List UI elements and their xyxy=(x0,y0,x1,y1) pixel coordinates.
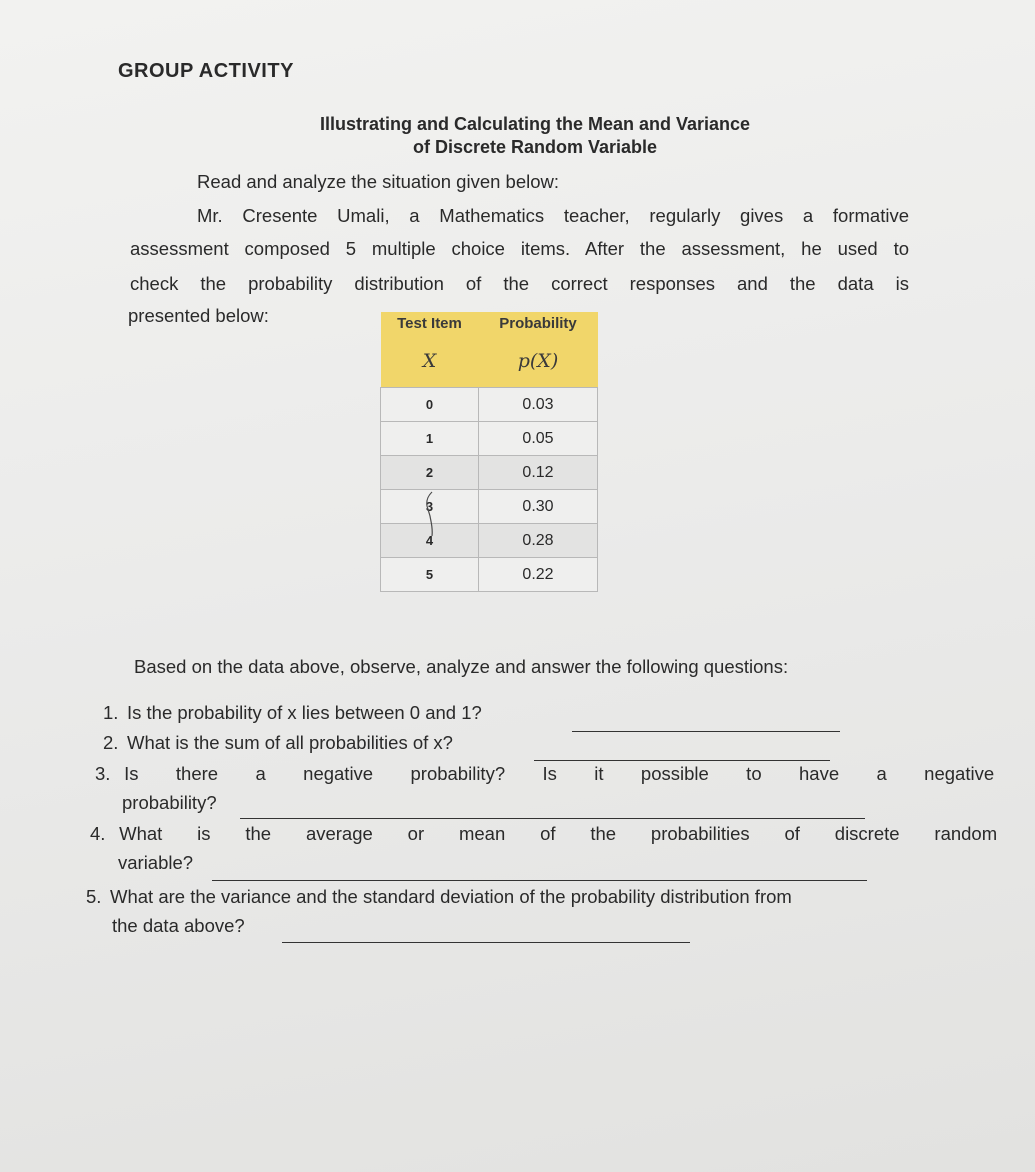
question-5 xyxy=(86,886,792,908)
probability-value: 0.05 xyxy=(479,422,598,456)
table-row xyxy=(381,388,598,422)
table-row xyxy=(381,422,598,456)
header-px-symbol: p(X) xyxy=(479,335,598,388)
probability-distribution-table xyxy=(380,312,598,592)
x-value: 4 xyxy=(381,524,479,558)
situation-line-1: Mr. Cresente Umali, a Mathematics teacher, regularly gives a formative xyxy=(197,205,909,226)
situation-line-4: presented below: xyxy=(128,305,269,326)
question-3-continuation: probability? xyxy=(122,792,217,813)
question-text: Is the probability of x lies between 0 and 1? xyxy=(127,702,482,723)
question-text: What are the variance and the standard deviation of the probability distribution from xyxy=(110,886,792,907)
situation-line-2: assessment composed 5 multiple choice items. After the assessment, he used to xyxy=(130,238,909,259)
header-x-symbol: X xyxy=(381,335,479,388)
page-title: GROUP ACTIVITY xyxy=(118,60,294,82)
question-number: 4. xyxy=(90,823,106,844)
question-text: Is there a negative probability? Is it possible to have a negative xyxy=(124,763,995,784)
answer-blank-5[interactable] xyxy=(282,942,690,943)
subtitle-line-1: Illustrating and Calculating the Mean and Variance xyxy=(319,114,751,134)
question-4 xyxy=(90,823,1000,845)
question-4-continuation: variable? xyxy=(118,852,194,873)
question-2 xyxy=(103,732,453,754)
pen-mark-icon xyxy=(418,488,442,544)
question-text: What is the sum of all probabilities of x? xyxy=(127,732,453,753)
question-3 xyxy=(95,763,997,785)
x-value: 1 xyxy=(381,422,479,456)
situation-line-3: check the probability distribution of the correct responses and the data is xyxy=(130,273,909,294)
x-value: 0 xyxy=(381,388,479,422)
subtitle-line-2: of Discrete Random Variable xyxy=(412,137,658,157)
questions-lead: Based on the data above, observe, analyze and answer the following questions: xyxy=(134,656,789,677)
probability-value: 0.28 xyxy=(479,524,598,558)
question-text: What is the average or mean of the probabilities of discrete random xyxy=(119,823,998,844)
probability-value: 0.12 xyxy=(479,456,598,490)
header-probability: Probability xyxy=(479,312,598,335)
x-value: 3 xyxy=(381,490,479,524)
question-number: 2. xyxy=(103,732,119,753)
question-number: 1. xyxy=(103,702,119,723)
x-value: 2 xyxy=(381,456,479,490)
question-5-continuation: the data above? xyxy=(112,915,245,936)
table-row xyxy=(381,558,598,592)
answer-blank-3[interactable] xyxy=(240,818,865,819)
instruction-text: Read and analyze the situation given below: xyxy=(197,171,560,192)
table-row xyxy=(381,456,598,490)
question-number: 3. xyxy=(95,763,111,784)
table-row xyxy=(381,490,598,524)
answer-blank-2[interactable] xyxy=(534,760,830,761)
answer-blank-1[interactable] xyxy=(572,731,840,732)
answer-blank-4[interactable] xyxy=(212,880,867,881)
probability-value: 0.22 xyxy=(479,558,598,592)
question-number: 5. xyxy=(86,886,102,907)
x-value: 5 xyxy=(381,558,479,592)
probability-value: 0.30 xyxy=(479,490,598,524)
probability-value: 0.03 xyxy=(479,388,598,422)
header-test-item: Test Item xyxy=(381,312,479,335)
table-row xyxy=(381,524,598,558)
question-1 xyxy=(103,702,482,724)
